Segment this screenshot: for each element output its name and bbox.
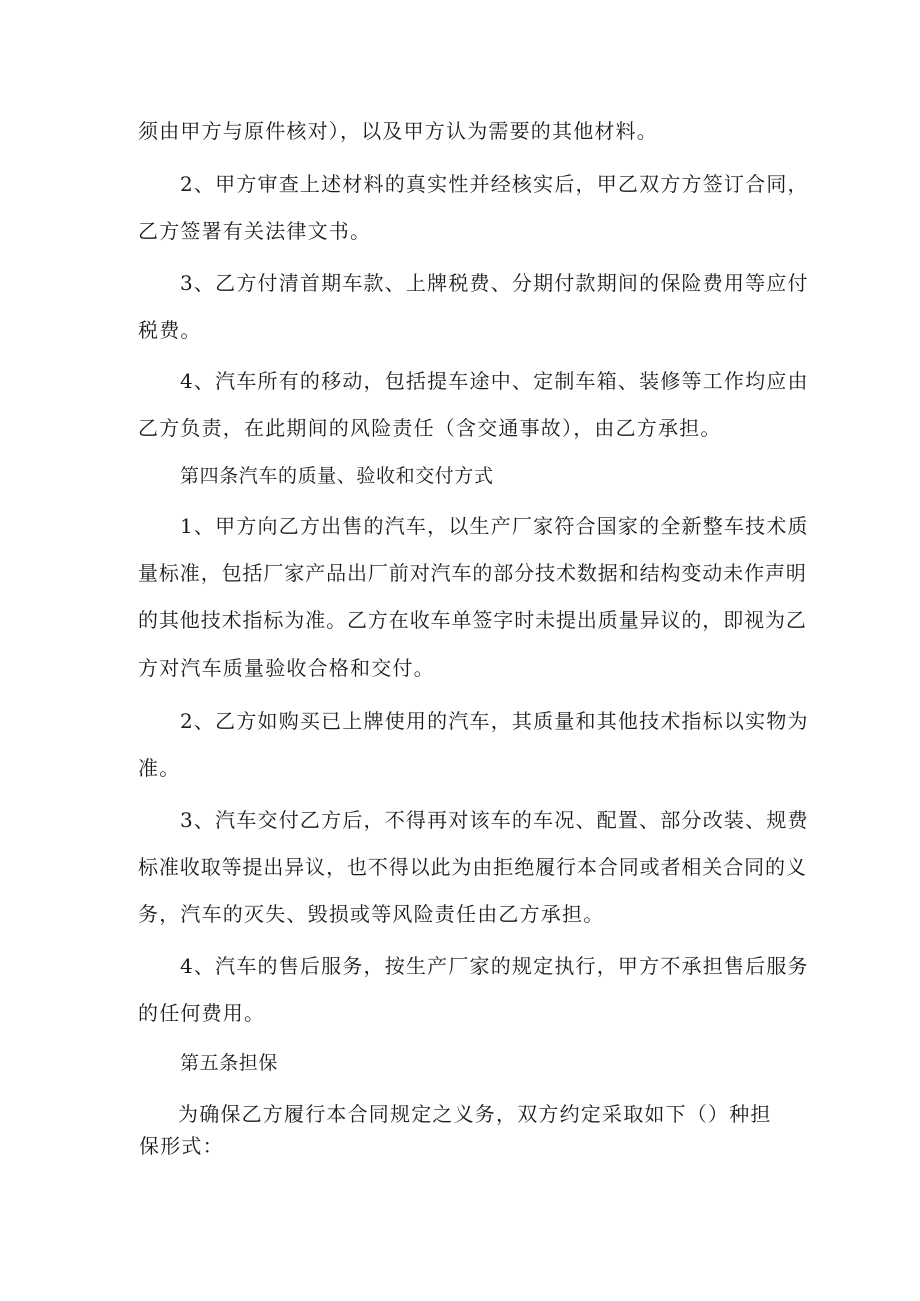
text-line: 4、汽车所有的移动，包括提车途中、定制车箱、装修等工作均应由 [180, 369, 809, 393]
text-line: 为确保乙方履行本合同规定之义务，双方约定采取如下（）种担 [178, 1102, 772, 1126]
text-line: 3、乙方付清首期车款、上牌税费、分期付款期间的保险费用等应付 [180, 271, 809, 295]
text-line: 标准收取等提出异议，也不得以此为由拒绝履行本合同或者相关合同的义 [138, 855, 807, 879]
text-line: 3、汽车交付乙方后，不得再对该车的车况、配置、部分改装、规费 [180, 808, 809, 832]
text-line: 乙方负责，在此期间的风险责任（含交通事故），由乙方承担。 [138, 416, 722, 440]
text-line: 2、乙方如购买已上牌使用的汽车，其质量和其他技术指标以实物为 [180, 709, 809, 733]
text-line: 保形式： [139, 1134, 224, 1158]
text-line: 方对汽车质量验收合格和交付。 [138, 656, 435, 680]
section-heading: 第四条汽车的质量、验收和交付方式 [180, 465, 494, 487]
text-line: 量标准，包括厂家产品出厂前对汽车的部分技术数据和结构变动未作声明 [138, 561, 807, 585]
text-line: 乙方签署有关法律文书。 [138, 219, 372, 243]
text-line: 1、甲方向乙方出售的汽车，以生产厂家符合国家的全新整车技术质 [180, 514, 809, 538]
text-line: 须由甲方与原件核对），以及甲方认为需要的其他材料。 [138, 119, 658, 143]
text-line: 准。 [138, 756, 181, 780]
section-heading: 第五条担保 [180, 1052, 279, 1074]
text-line: 的其他技术指标为准。乙方在收车单签字时未提出质量异议的，即视为乙 [138, 608, 807, 632]
text-line: 务，汽车的灭失、毁损或等风险责任由乙方承担。 [138, 902, 605, 926]
text-line: 4、汽车的售后服务，按生产厂家的规定执行，甲方不承担售后服务 [180, 954, 809, 978]
text-line: 的任何费用。 [138, 1001, 266, 1025]
text-line: 2、甲方审查上述材料的真实性并经核实后，甲乙双方方签订合同， [180, 172, 809, 196]
text-line: 税费。 [138, 318, 202, 342]
